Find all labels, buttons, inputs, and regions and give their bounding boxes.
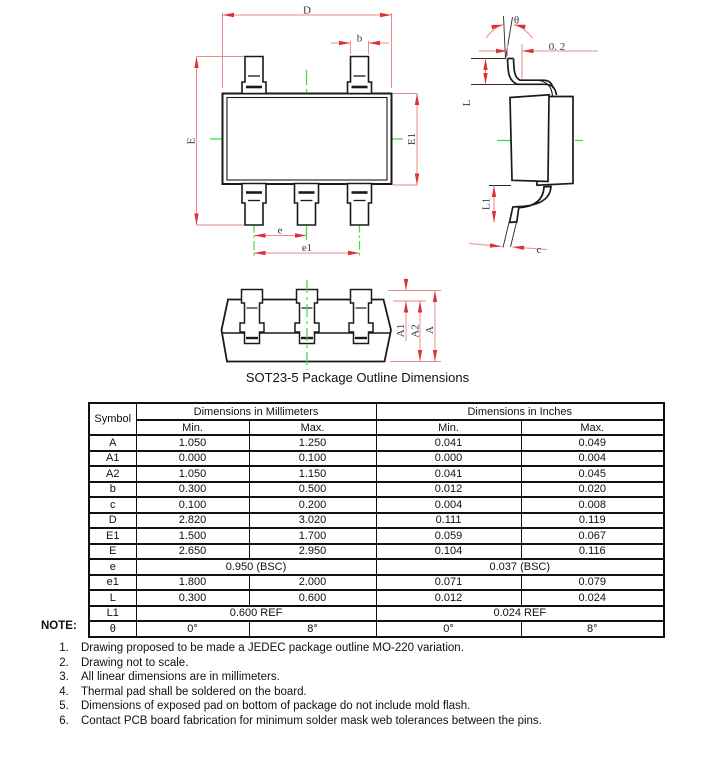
cell: 1.700 xyxy=(249,528,376,544)
note-item: 1. Drawing proposed to be made a JEDEC package outline MO-220 variation. xyxy=(72,641,701,656)
cell: 0.300 xyxy=(136,482,249,498)
cell: 0.000 xyxy=(136,451,249,467)
cell: 0.100 xyxy=(136,497,249,513)
cell-symbol: E1 xyxy=(89,528,136,544)
cell: 0.020 xyxy=(521,482,664,498)
cell-span: 0.024 REF xyxy=(376,606,664,622)
table-row xyxy=(89,482,664,498)
cell-span: 0.600 REF xyxy=(136,606,376,622)
cell-span: 0.950 (BSC) xyxy=(136,559,376,575)
table-row xyxy=(89,606,664,622)
table-row xyxy=(89,544,664,560)
package-body xyxy=(510,95,573,185)
dim-label-A1: A1 xyxy=(395,323,408,338)
table-row xyxy=(89,451,664,467)
cell: 0.012 xyxy=(376,482,521,498)
cell: 0.049 xyxy=(521,435,664,451)
table-row xyxy=(89,435,664,451)
cell: 0.067 xyxy=(521,528,664,544)
dimension-lines xyxy=(388,278,441,362)
cell: 2.650 xyxy=(136,544,249,560)
front-view-drawing xyxy=(215,275,450,372)
header-inches: Dimensions in Inches xyxy=(376,403,664,420)
cell-symbol: L1 xyxy=(89,606,136,622)
table-row xyxy=(89,466,664,482)
notes-section xyxy=(41,620,701,729)
dim-label-c: c xyxy=(536,244,542,257)
cell: 0.041 xyxy=(376,435,521,451)
cell: 0° xyxy=(136,621,249,637)
top-lead xyxy=(508,59,557,97)
table-row xyxy=(89,528,664,544)
note-item: 5. Dimensions of exposed pad on bottom of package do not include mold flash. xyxy=(72,699,701,714)
cell: 0.079 xyxy=(521,575,664,591)
cell: 0.500 xyxy=(249,482,376,498)
table-row xyxy=(89,513,664,529)
cell: 0.012 xyxy=(376,590,521,606)
cell: 1.050 xyxy=(136,466,249,482)
cell: 0.111 xyxy=(376,513,521,529)
cell: 0.004 xyxy=(521,451,664,467)
table-row xyxy=(89,575,664,591)
cell: 2.950 xyxy=(249,544,376,560)
cell: 2.000 xyxy=(249,575,376,591)
top-view-drawing xyxy=(185,2,440,260)
table-row xyxy=(89,497,664,513)
cell-symbol: θ xyxy=(89,621,136,637)
note-item: 4. Thermal pad shall be soldered on the board. xyxy=(72,685,701,700)
cell-symbol: A xyxy=(89,435,136,451)
cell: 8° xyxy=(521,621,664,637)
dim-label-A: A xyxy=(424,326,437,334)
table-row xyxy=(89,559,664,575)
cell: 0.100 xyxy=(249,451,376,467)
dim-label-A2: A2 xyxy=(409,324,422,338)
cell: 0.045 xyxy=(521,466,664,482)
cell: 1.500 xyxy=(136,528,249,544)
dim-label-theta: θ xyxy=(513,14,520,27)
dim-label-E1: E1 xyxy=(406,132,419,146)
header-in-max: Max. xyxy=(521,420,664,435)
table-subheader-row xyxy=(89,420,664,435)
note-item: 3. All linear dimensions are in millimeters. xyxy=(72,670,701,685)
header-in-min: Min. xyxy=(376,420,521,435)
note-item: 6. Contact PCB board fabrication for minimum solder mask web tolerances between the pins. xyxy=(72,714,701,729)
side-view-drawing xyxy=(455,2,680,260)
cell: 0.059 xyxy=(376,528,521,544)
dim-label-D: D xyxy=(303,4,311,17)
cell: 0.071 xyxy=(376,575,521,591)
cell: 8° xyxy=(249,621,376,637)
note-item: 2. Drawing not to scale. xyxy=(72,656,701,671)
cell-symbol: E xyxy=(89,544,136,560)
dim-label-E: E xyxy=(185,137,198,145)
table-row xyxy=(89,590,664,606)
cell: 1.250 xyxy=(249,435,376,451)
cell-symbol: c xyxy=(89,497,136,513)
dim-label-tip-offset: 0. 2 xyxy=(548,41,566,54)
header-mm-max: Max. xyxy=(249,420,376,435)
dim-label-e1: e1 xyxy=(301,242,313,255)
cell: 0.004 xyxy=(376,497,521,513)
dim-label-L1: L1 xyxy=(480,197,493,211)
cell: 0.119 xyxy=(521,513,664,529)
cell: 0.024 xyxy=(521,590,664,606)
cell: 0.041 xyxy=(376,466,521,482)
cell: 0.600 xyxy=(249,590,376,606)
cell-symbol: D xyxy=(89,513,136,529)
cell: 0.104 xyxy=(376,544,521,560)
cell-symbol: e xyxy=(89,559,136,575)
cell-symbol: A1 xyxy=(89,451,136,467)
header-symbol: Symbol xyxy=(89,403,136,435)
cell-symbol: e1 xyxy=(89,575,136,591)
cell: 0° xyxy=(376,621,521,637)
dimensions-table xyxy=(88,402,665,638)
header-mm-min: Min. xyxy=(136,420,249,435)
notes-title: NOTE: xyxy=(41,620,77,632)
dim-label-L: L xyxy=(461,99,474,107)
cell: 0.300 xyxy=(136,590,249,606)
cell: 0.008 xyxy=(521,497,664,513)
dim-label-b: b xyxy=(356,32,363,45)
cell: 3.020 xyxy=(249,513,376,529)
cell: 1.800 xyxy=(136,575,249,591)
package-body xyxy=(223,94,392,185)
cell-symbol: L xyxy=(89,590,136,606)
drawing-caption: SOT23-5 Package Outline Dimensions xyxy=(245,370,470,385)
cell: 1.150 xyxy=(249,466,376,482)
cell: 2.820 xyxy=(136,513,249,529)
dim-label-e: e xyxy=(277,224,283,237)
cell: 1.050 xyxy=(136,435,249,451)
cell-span: 0.037 (BSC) xyxy=(376,559,664,575)
cell: 0.116 xyxy=(521,544,664,560)
cell: 0.000 xyxy=(376,451,521,467)
cell-symbol: A2 xyxy=(89,466,136,482)
cell: 0.200 xyxy=(249,497,376,513)
notes-list xyxy=(41,641,701,729)
cell-symbol: b xyxy=(89,482,136,498)
header-mm: Dimensions in Millimeters xyxy=(136,403,376,420)
table-header-row xyxy=(89,403,664,420)
bottom-lead xyxy=(510,187,552,223)
